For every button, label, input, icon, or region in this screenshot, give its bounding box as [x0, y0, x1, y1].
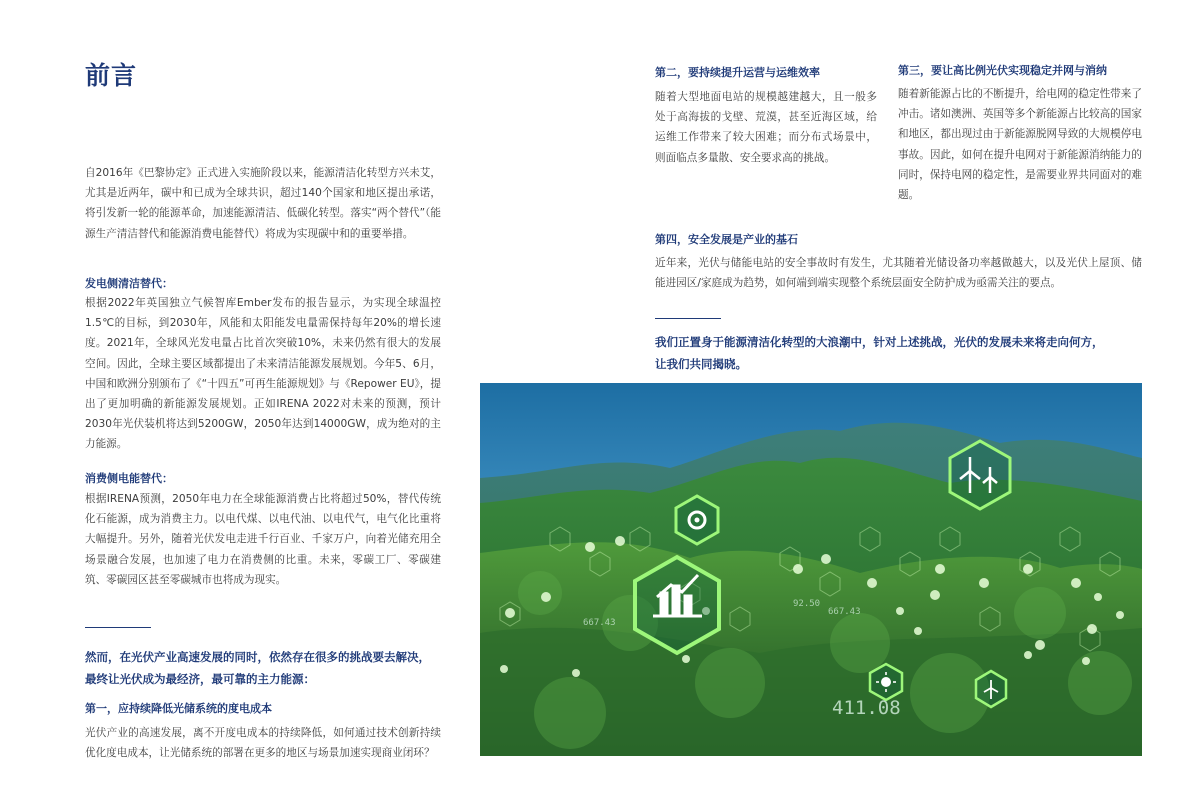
challenge-lead-line-2: 最终让光伏成为最经济，最可靠的主力能源： [85, 672, 315, 686]
challenge-lead-line-1: 然而，在光伏产业高速发展的同时，依然存在很多的挑战要去解决， [85, 650, 430, 664]
supply-side-heading: 发电侧清洁替代： [85, 277, 173, 290]
supply-side-paragraph: 根据2022年英国独立气候智库Ember发布的报告显示，为实现全球温控1.5℃的目标，到2030年，风能和太阳能发电量需保持每年20%的增长速度。2021年，全球风光发电量占比首次突破10%，未来仍然有很大的发展空间。因此，全球主要区域都提出了未来清洁能源发展规划。今年5、6月，中国和欧洲分别颁布了《“十四五”可再生能源规划》与《Repower EU》，提出了更加明确的新能源发展规划。正如IRENA 2022对未来的预测，预计2030年光伏装机将达到5200GW，2050年达到14000GW，成为绝对的主力能源。 [85, 297, 441, 451]
demand-side-heading: 消费侧电能替代： [85, 472, 173, 485]
section-divider-right [655, 318, 721, 319]
point-2-paragraph: 随着大型地面电站的规模越建越大，且一般多处于高海拔的戈壁、荒漠，甚至近海区域，给运维工作带来了较大困难；而分布式场景中，则面临点多量散、安全要求高的挑战。 [655, 91, 877, 164]
section-divider-left [85, 627, 151, 628]
sun-icon [870, 664, 902, 700]
closing-statement [655, 331, 1142, 375]
point-1-heading: 第一，应持续降低光储系统的度电成本 [85, 702, 272, 715]
point-1-paragraph: 光伏产业的高速发展，离不开度电成本的持续降低，如何通过技术创新持续优化度电成本，让光储系统的部署在更多的地区与场景加速实现商业闭环？ [85, 727, 441, 760]
page-title: 前言 [85, 61, 138, 90]
point-3-paragraph: 随着新能源占比的不断提升，给电网的稳定性带来了冲击。诸如澳洲、英国等多个新能源占比较高的国家和地区，都出现过由于新能源脱网导致的大规模停电事故。因此，如何在提升电网对于新能源消纳能力的同时，保持电网的稳定性，是需要业界共同面对的难题。 [898, 88, 1142, 202]
closing-line-2: 让我们共同揭晓。 [655, 357, 747, 371]
readout-small-3: 92.50 [793, 599, 821, 609]
challenge-lead [85, 646, 455, 690]
point-4-heading: 第四，安全发展是产业的基石 [655, 233, 798, 246]
readout-small-1: 667.43 [583, 618, 616, 628]
point-2-heading: 第二，要持续提升运营与运维效率 [655, 66, 820, 79]
point-4-paragraph: 近年来，光伏与储能电站的安全事故时有发生，尤其随着光储设备功率越做越大，以及光伏上屋顶、储能进园区/家庭成为趋势，如何端到端实现整个系统层面安全防护成为亟需关注的要点。 [655, 257, 1142, 290]
point-3-heading: 第三，要让高比例光伏实现稳定并网与消纳 [898, 64, 1107, 77]
wind-turbine-icon [950, 441, 1010, 509]
demand-side-paragraph: 根据IRENA预测，2050年电力在全球能源消费占比将超过50%，替代传统化石能源，成为消费主力。以电代煤、以电代油、以电代气，电气化比重将大幅提升。另外，随着光伏发电走进千行百业、千家万户，向着光储充用全场景融合发展，也加速了电力在消费侧的比重。未来，零碳工厂、零碳建筑、零碳园区甚至零碳城市也将成为现实。 [85, 493, 441, 586]
intro-paragraph: 自2016年《巴黎协定》正式进入实施阶段以来，能源清洁化转型方兴未艾，尤其是近两年，碳中和已成为全球共识，超过140个国家和地区提出承诺，将引发新一轮的能源革命，加速能源清洁、低碳化转型。落实“两个替代”（能源生产清洁替代和能源消费电能替代）将成为实现碳中和的重要举措。 [85, 167, 441, 240]
turbine-small-icon [976, 671, 1006, 707]
forest-energy-illustration [480, 383, 1142, 756]
closing-line-1: 我们正置身于能源清洁化转型的大浪潮中，针对上述挑战，光伏的发展未来将走向何方， [655, 335, 1104, 349]
gear-icon [676, 496, 718, 544]
readout-big: 411.08 [832, 697, 901, 719]
readout-small-2: 667.43 [828, 607, 861, 617]
